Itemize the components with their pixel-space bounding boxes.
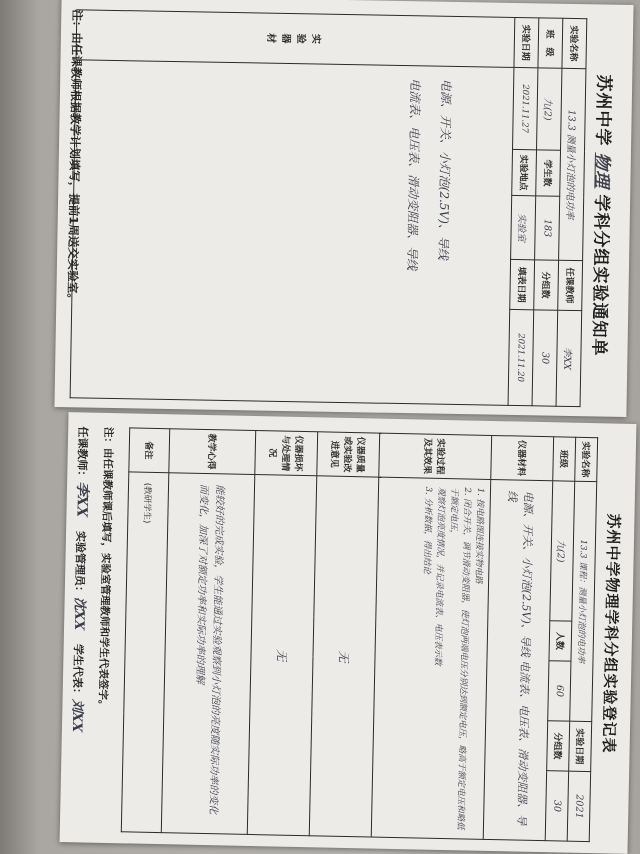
record-sheet	[60, 412, 637, 854]
label-students: 学生数	[536, 150, 561, 196]
rec-value-class: 九(2)	[550, 481, 575, 621]
record-table	[121, 427, 598, 842]
value-place: 实验室	[511, 195, 536, 259]
rec-value-quality: 无	[309, 476, 379, 837]
record-signatures: 任课教师：李XX 实验管理员：沈XX 学生代表：刘XX	[68, 426, 91, 733]
rec-label-exp-name: 实验名称	[575, 437, 598, 481]
process-step-3: 观察灯泡亮度情况，并记录电流表、电压表示数	[432, 486, 447, 666]
value-teacher: 李XX	[556, 310, 582, 406]
label-place: 实验地点	[512, 149, 537, 195]
rec-value-exp-name: 13.3 课程：测量小灯泡的电功率	[570, 481, 597, 721]
rec-value-people: 60	[548, 661, 571, 721]
notice-sheet	[54, 0, 633, 417]
rec-label-reflection: 教学心得	[169, 429, 256, 475]
rec-value-date: 2021	[567, 771, 590, 841]
rec-label-remark: 备注	[129, 428, 170, 473]
record-footnote: 注：由任课教师课后填写，实验室管理教师和学生代表签字。	[96, 426, 115, 711]
equipment-line-2: 电流表、电压表、滑动变阻器、导线	[404, 78, 423, 271]
label-class: 班 级	[538, 18, 563, 68]
value-class: 九(2)	[537, 68, 562, 150]
rec-value-damage: 无	[247, 475, 317, 836]
rec-label-class: 班级	[553, 437, 576, 481]
equipment-line-1: 电源、开关、小灯泡(2.5V)、导线	[436, 78, 454, 260]
label-teacher: 任课教师	[558, 260, 583, 310]
value-fill-date: 2021.11.20	[508, 309, 534, 405]
notice-footnote: 注：由任课教师根据教学计划填写，提前1周送交实验室。	[65, 9, 85, 305]
process-step-2: 2. 闭合开关，调节滑动变阻器，使灯泡两端电压分别达到额定电压，略高于额定电压和略低于额定电压，	[448, 487, 473, 830]
equipment-list	[70, 60, 514, 406]
label-equipment: 实 验 器 材	[76, 10, 515, 68]
rec-label-people: 人数	[549, 621, 572, 661]
rec-value-equipment: 电源、开关、小灯泡(2.5V)、导线 电流表、电压表、滑动变阻器、导线	[483, 479, 553, 840]
value-groups: 30	[532, 310, 558, 406]
process-step-4: 3. 分析数据，得出结论	[421, 486, 434, 575]
label-fill-date: 填表日期	[510, 259, 535, 309]
rec-value-reflection: 能较好的完成实验，学生能通过实验观察到小灯泡的亮度随实际功率的变化而变化，加深了对额定功率和实际功率的理解	[161, 473, 255, 835]
value-exp-name: 13.3 测量小灯泡的电功率	[559, 68, 586, 260]
rec-value-process	[371, 477, 491, 839]
value-date: 2021.11.27	[513, 67, 538, 149]
rec-label-damage: 仪器损坏与处理情况	[255, 431, 318, 476]
rec-label-equipment: 仪器材料	[491, 435, 554, 480]
notice-table	[70, 9, 588, 407]
rec-value-groups: 30	[545, 771, 568, 841]
label-groups: 分组数	[534, 260, 559, 310]
rec-label-quality: 仪器质量或实验改进意见	[317, 432, 380, 477]
label-exp-name: 实验名称	[562, 18, 587, 68]
value-students: 183	[535, 196, 560, 260]
rec-value-remark: (教研学生)	[121, 472, 169, 833]
rec-label-process: 实验过程及其效果	[379, 433, 492, 479]
record-title: 苏州中学物理学科分组实验登记表	[599, 513, 623, 754]
process-step-1: 1. 按电路图连接实物电路	[473, 487, 486, 584]
rec-label-date: 实验日期	[569, 721, 592, 771]
notice-title: 苏州中学物理学科分组实验通知单	[588, 74, 614, 357]
rec-label-groups: 分组数	[547, 721, 570, 771]
label-date: 实验日期	[514, 17, 539, 67]
